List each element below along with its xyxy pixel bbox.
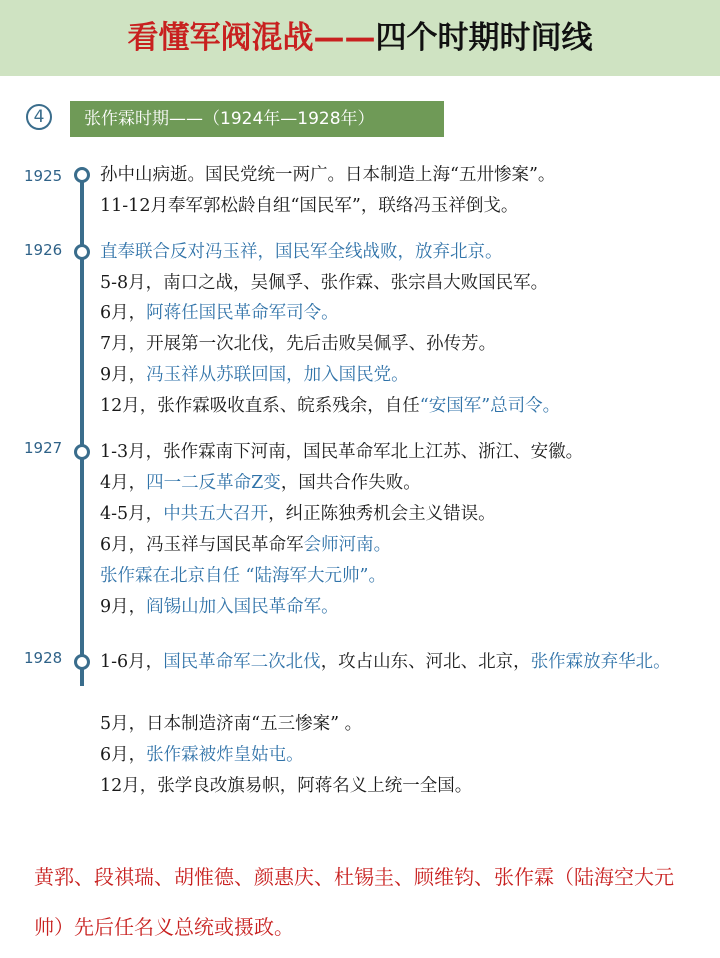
timeline-entry: [100, 160, 555, 191]
entry-highlight: 会师河南。: [303, 535, 392, 555]
entry-text: ，攻占山东、河北、北京，: [320, 652, 531, 672]
timeline-entry: [100, 740, 304, 771]
timeline-entry: [100, 561, 386, 592]
entry-text: 1-6月，: [100, 652, 164, 672]
entry-text: 4月，: [100, 473, 147, 493]
timeline-entry: [100, 499, 496, 530]
timeline-entry: [100, 530, 391, 561]
page-title-black: 四个时期时间线: [375, 20, 593, 56]
entry-text: 孙中山病逝。国民党统一两广。日本制造上海“五卅惨案”。: [100, 165, 556, 185]
timeline-entry: [100, 592, 339, 623]
entry-text: 12月，张作霖吸收直系、皖系残余，自任: [100, 396, 420, 416]
entry-text: 1-3月，张作霖南下河南，国民革命军北上江苏、浙江、安徽。: [100, 442, 584, 462]
timeline-entry: [100, 771, 472, 802]
entry-text: 5-8月，南口之战，吴佩孚、张作霖、张宗昌大败国民军。: [100, 273, 549, 293]
year-label-1928: 1928: [24, 649, 63, 667]
entry-highlight: 张作霖被炸皇姑屯。: [146, 745, 304, 765]
entry-highlight: 四一二反革命Z变: [146, 473, 281, 493]
timeline-entry: [100, 391, 560, 422]
entry-text: 6月，: [100, 745, 147, 765]
entry-text: 6月，冯玉祥与国民革命军: [100, 535, 304, 555]
timeline-entry: [100, 329, 496, 360]
entry-highlight: 阎锡山加入国民革命军。: [146, 597, 339, 617]
entry-text: ，纠正陈独秀机会主义错误。: [268, 504, 496, 524]
timeline-entry: [100, 709, 362, 740]
entry-highlight: “安国军”总司令。: [419, 396, 561, 416]
entry-highlight: 冯玉祥从苏联回国，加入国民党。: [146, 365, 409, 385]
timeline-entry: [100, 298, 339, 329]
period-number-badge: 4: [26, 104, 52, 130]
entry-text: 11-12月奉军郭松龄自组“国民军”，联络冯玉祥倒戈。: [100, 196, 519, 216]
year-label-1925: 1925: [24, 167, 63, 185]
timeline-dot-1926: [74, 244, 90, 260]
timeline-entry: [100, 191, 518, 222]
entry-highlight: 中共五大召开: [163, 504, 269, 524]
timeline-entry: [100, 360, 409, 391]
entry-highlight: 国民革命军二次北伐: [163, 652, 321, 672]
entry-text: 7月，开展第一次北伐，先后击败吴佩孚、孙传芳。: [100, 334, 497, 354]
entry-highlight: 直奉联合反对冯玉祥，国民军全线战败，放弃北京。: [100, 242, 503, 262]
page-title-red: 看懂军阀混战——: [127, 20, 376, 56]
timeline-entry: [100, 237, 503, 268]
entry-highlight: 阿蒋任国民革命军司令。: [146, 303, 339, 323]
timeline-dot-1925: [74, 167, 90, 183]
timeline-dot-1927: [74, 444, 90, 460]
timeline-dot-1928: [74, 654, 90, 670]
entry-text: 9月，: [100, 597, 147, 617]
timeline-entry: [100, 437, 583, 468]
title-banner: [0, 0, 720, 76]
entry-text: 5月，日本制造济南“五三惨案” 。: [100, 714, 363, 734]
page-title: [0, 18, 720, 58]
entry-highlight: 张作霖在北京自任 “陆海军大元帅”。: [100, 566, 386, 586]
year-label-1926: 1926: [24, 241, 63, 259]
entry-highlight: 张作霖放弃华北。: [530, 652, 671, 672]
entry-text: 9月，: [100, 365, 147, 385]
entry-text: 12月，张学良改旗易帜，阿蒋名义上统一全国。: [100, 776, 473, 796]
period-heading: 张作霖时期——（1924年—1928年）: [70, 101, 444, 137]
year-label-1927: 1927: [24, 439, 63, 457]
timeline-entry: [100, 268, 548, 299]
entry-text: ，国共合作失败。: [280, 473, 421, 493]
timeline-entry: [100, 468, 421, 499]
footer-note: 黄郛、段祺瑞、胡惟德、颜惠庆、杜锡圭、顾维钧、张作霖（陆海空大元帅）先后任名义总统或摄政。: [34, 865, 674, 939]
timeline-entry: [100, 647, 700, 678]
entry-text: 4-5月，: [100, 504, 164, 524]
entry-text: 6月，: [100, 303, 147, 323]
